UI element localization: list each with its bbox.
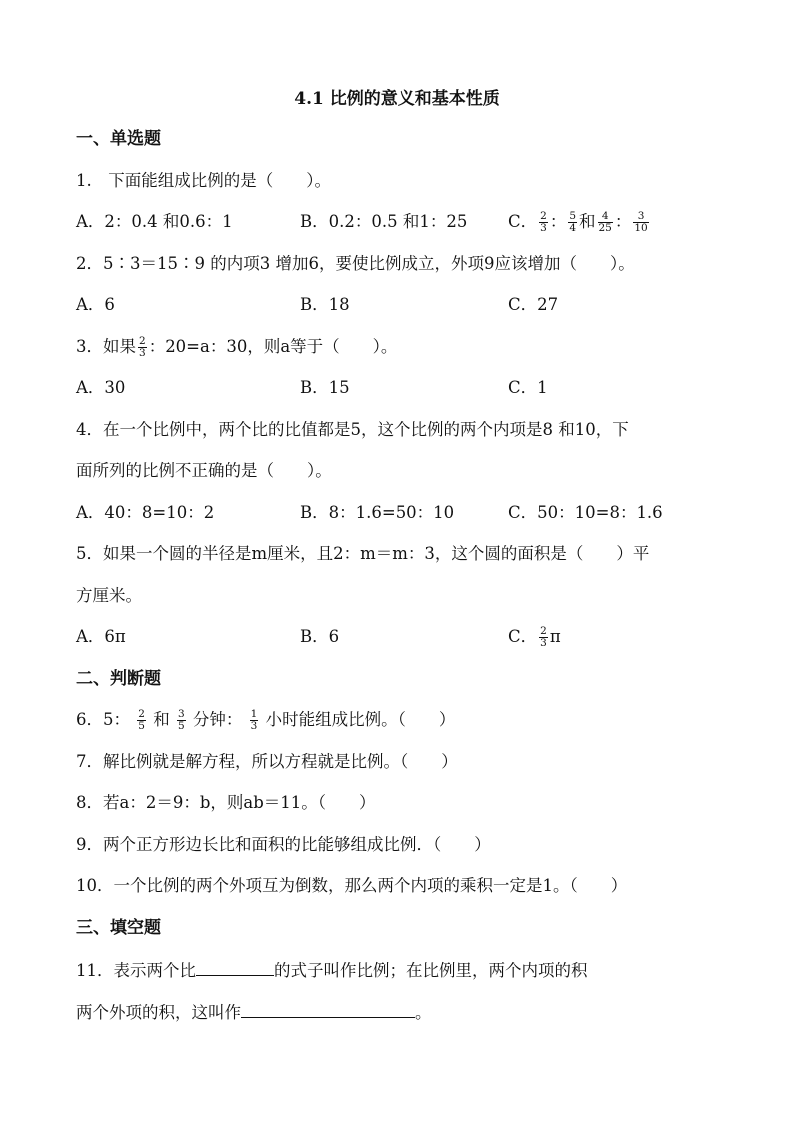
conjunction: 和 bbox=[579, 212, 596, 231]
section-heading-fill-blank: 三、填空题 bbox=[76, 918, 161, 938]
question-2-option-a[interactable]: A．6 bbox=[76, 295, 115, 314]
fraction: $\frac{2}{3}$ bbox=[139, 335, 146, 359]
question-5-option-a[interactable]: A．6π bbox=[76, 627, 126, 646]
question-1-option-c[interactable] bbox=[508, 211, 651, 234]
question-1-stem: 1. 下面能组成比例的是（ ）。 bbox=[76, 171, 331, 190]
page-title: 4.1 比例的意义和基本性质 bbox=[294, 89, 500, 109]
fraction: $\frac{4}{25}$ bbox=[598, 210, 612, 234]
question-4-option-c[interactable]: C．50：10=8：1.6 bbox=[508, 503, 663, 522]
question-3-option-a[interactable]: A．30 bbox=[76, 378, 126, 397]
question-3-option-c[interactable]: C．1 bbox=[508, 378, 548, 397]
section-heading-true-false: 二、判断题 bbox=[76, 669, 161, 689]
question-1-option-b[interactable]: B．0.2：0.5 和1：25 bbox=[300, 212, 468, 231]
question-5-option-b[interactable]: B．6 bbox=[300, 627, 340, 646]
question-4-stem-line1: 4．在一个比例中，两个比的比值都是5，这个比例的两个内项是8 和10，下 bbox=[76, 420, 629, 439]
question-10-stem: 10．一个比例的两个外项互为倒数，那么两个内项的乘积一定是1。（ ） bbox=[76, 876, 628, 895]
ratio-colon: ： bbox=[549, 212, 567, 231]
fraction: $\frac{2}{3}$ bbox=[540, 210, 547, 234]
section-heading-single-choice: 一、单选题 bbox=[76, 129, 161, 149]
option-c-label: C． bbox=[508, 627, 538, 646]
question-9-stem: 9．两个正方形边长比和面积的比能够组成比例．（ ） bbox=[76, 835, 491, 854]
question-11-line2: 两个外项的积，这叫作 。 bbox=[76, 1000, 432, 1022]
question-1-option-a[interactable]: A．2：0.4 和0.6：1 bbox=[76, 212, 233, 231]
option-c-label: C． bbox=[508, 212, 538, 231]
question-3-option-b[interactable]: B．15 bbox=[300, 378, 350, 397]
question-2-option-b[interactable]: B．18 bbox=[300, 295, 350, 314]
question-8-stem: 8．若a：2＝9：b，则ab＝11。（ ） bbox=[76, 793, 376, 812]
question-3-stem: 3．如果 $\frac{2}{3}$ ：20=a：30，则a等于（ ）。 bbox=[76, 335, 398, 359]
question-5-stem-line2: 方厘米。 bbox=[76, 586, 142, 605]
fraction: $\frac{5}{4}$ bbox=[569, 210, 576, 234]
question-4-option-b[interactable]: B．8：1.6=50：10 bbox=[300, 503, 455, 522]
question-5-stem-line1: 5．如果一个圆的半径是m厘米，且2：m＝m：3，这个圆的面积是（ ）平 bbox=[76, 544, 650, 563]
pi-symbol: π bbox=[549, 627, 561, 646]
question-4-stem-line2: 面所列的比例不正确的是（ ）。 bbox=[76, 461, 332, 480]
question-2-option-c[interactable]: C．27 bbox=[508, 295, 559, 314]
question-7-stem: 7．解比例就是解方程，所以方程就是比例。（ ） bbox=[76, 752, 458, 771]
fraction: $\frac{2}{3}$ bbox=[540, 625, 547, 649]
question-11-line1: 11．表示两个比 的式子叫作比例；在比例里，两个内项的积 bbox=[76, 958, 588, 980]
fraction: $\frac{1}{3}$ bbox=[250, 708, 258, 732]
answer-blank-1[interactable] bbox=[196, 958, 274, 976]
question-2-stem: 2．5∶3＝15∶9 的内项3 增加6，要使比例成立，外项9应该增加（ ）。 bbox=[76, 254, 635, 273]
question-6-stem: 6．5： $\frac{2}{5}$ 和 $\frac{3}{5}$ 分钟： $\frac{1}{3}$ 小时能组成比例。（ ） bbox=[76, 708, 456, 732]
fraction: $\frac{3}{10}$ bbox=[634, 210, 648, 234]
fraction: $\frac{2}{5}$ bbox=[138, 708, 145, 732]
fraction: $\frac{3}{5}$ bbox=[177, 708, 185, 732]
question-5-option-c[interactable] bbox=[508, 626, 561, 649]
ratio-colon: ： bbox=[614, 212, 632, 231]
question-4-option-a[interactable]: A．40：8=10：2 bbox=[76, 503, 215, 522]
answer-blank-3[interactable] bbox=[241, 1000, 415, 1018]
